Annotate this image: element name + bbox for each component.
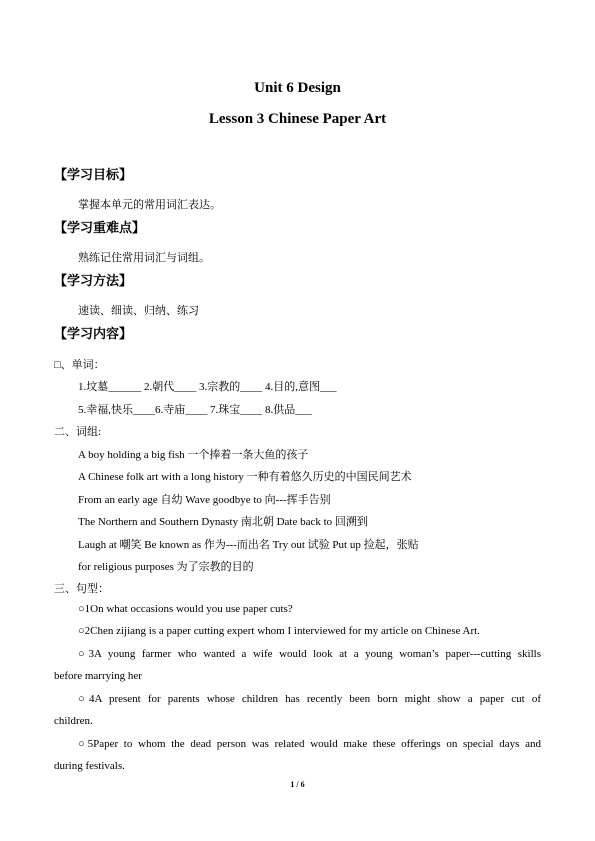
key-points-text: 熟练记住常用词汇与词组。: [78, 252, 210, 264]
content-heading: 【学习内容】: [54, 326, 133, 341]
page-number: 1 / 6: [290, 780, 305, 789]
vocabulary-row-2: 5.幸福,快乐____6.寺庙____ 7.珠宝____ 8.供品___: [78, 404, 312, 416]
vocabulary-row-1: 1.坟墓______ 2.朝代____ 3.宗教的____ 4.目的,意图___: [78, 381, 337, 393]
phrases-label: 二、词组:: [54, 426, 102, 438]
sentence-item: ○2Chen zijiang is a paper cutting expert whom I interviewed for my article on Chinese Art.: [78, 625, 480, 637]
sentence-item-line-2: during festivals.: [54, 760, 125, 772]
phrase-item: From an early age 自幼 Wave goodbye to 向---挥手告别: [78, 494, 331, 506]
sentences-label: 三、句型：: [54, 583, 109, 595]
sentence-item-line-1: ○5Paper to whom the dead person was related would make these offerings on special days and: [78, 738, 541, 750]
unit-title: Unit 6 Design: [254, 80, 341, 96]
sentence-item: ○1On what occasions would you use paper cuts?: [78, 603, 293, 615]
objectives-heading: 【学习目标】: [54, 167, 133, 182]
methods-heading: 【学习方法】: [54, 273, 133, 288]
phrase-item: Laugh at 嘲笑 Be known as 作为---而出名 Try out 试验 Put up 捡起，张贴: [78, 539, 419, 551]
sentence-item-line-2: children.: [54, 715, 93, 727]
phrase-item: A Chinese folk art with a long history 一种有着悠久历史的中国民间艺术: [78, 471, 412, 483]
phrase-item: A boy holding a big fish 一个捧着一条大鱼的孩子: [78, 449, 309, 461]
objectives-text: 掌握本单元的常用词汇表达。: [78, 199, 221, 211]
phrase-item: for religious purposes 为了宗教的目的: [78, 561, 254, 573]
vocabulary-label: □、单词：: [54, 359, 105, 371]
phrase-item: The Northern and Southern Dynasty 南北朝 Date back to 回溯到: [78, 516, 368, 528]
sentence-item-line-2: before marrying her: [54, 670, 142, 682]
sentence-item-line-1: ○4A present for parents whose children has recently been born might show a paper cut of: [78, 693, 541, 705]
key-points-heading: 【学习重难点】: [54, 220, 146, 235]
methods-text: 速读、细读、归纳、练习: [78, 305, 199, 317]
lesson-title: Lesson 3 Chinese Paper Art: [208, 111, 387, 127]
sentence-item-line-1: ○3A young farmer who wanted a wife would look at a young woman’s paper---cutting skills: [78, 648, 541, 660]
